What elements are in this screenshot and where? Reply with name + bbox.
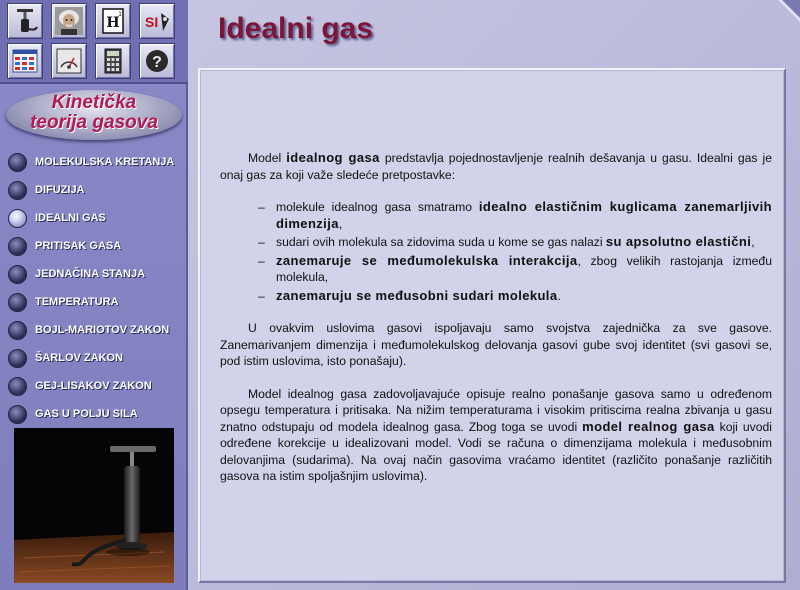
text-span: sudari ovih molekula sa zidovima suda u kome se gas nalazi (276, 235, 606, 249)
identity-paragraph: U ovakvim uslovima gasovi ispoljavaju samo svojstva zajednička za sve gasove. Zanemarivanjem dimenzija i međumolekulskog delovanja gasovi gube svoj identitet (svi gasovi se, pod istim uslovima, isto ponašaju). (220, 321, 772, 368)
emphasis: su apsolutno elastični (605, 234, 752, 249)
bullet-icon (8, 405, 27, 424)
text-span: koji uvodi određene korekcije u idealizovani model. Vodi se računa o dimenzijama molekula i međusobnim delovanjima (sudarima). Na ovaj način gasovima vraćamo identitet (različito ponašanje različitih gasova na istim spoljašnjim uslovima). (220, 419, 772, 483)
table-icon[interactable] (7, 43, 43, 79)
nav-label: JEDNAČINA STANJA (35, 268, 146, 280)
emphasis: idealno elastičnim kuglicama zanemarljivih dimenzija (276, 199, 772, 231)
scientist-portrait-icon[interactable] (51, 3, 87, 39)
nav-label: ŠARLOV ZAKON (35, 352, 123, 364)
content-panel (198, 68, 786, 583)
nav-item-jednacina-stanja[interactable] (0, 260, 188, 288)
sidebar-title-line2: teorija gasova (30, 112, 158, 133)
list-item (258, 234, 772, 251)
bullet-icon (8, 265, 27, 284)
bicycle-pump-illustration (14, 428, 174, 583)
list-item (258, 288, 772, 305)
nav-label: BOJL-MARIOTOV ZAKON (35, 324, 170, 336)
nav-item-difuzija[interactable] (0, 176, 188, 204)
nav-item-bojl-mariotov-zakon[interactable] (0, 316, 188, 344)
help-icon[interactable] (139, 43, 175, 79)
page-title: Idealni gas (218, 12, 374, 45)
toolbar (0, 0, 188, 84)
term-real-gas: model realnog gasa (582, 418, 715, 434)
gauge-icon[interactable] (51, 43, 87, 79)
emphasis: zanemaruju se međusobni sudari molekula (276, 287, 558, 303)
nav-label: DIFUZIJA (35, 184, 85, 196)
element-h-icon[interactable] (95, 3, 131, 39)
text-span: , (338, 216, 343, 231)
nav-item-sarlov-zakon[interactable] (0, 344, 188, 372)
assumptions-list (258, 199, 772, 304)
bullet-icon (8, 349, 27, 368)
nav-item-pritisak-gasa[interactable] (0, 232, 188, 260)
bullet-icon (8, 209, 27, 228)
bullet-icon (8, 293, 27, 312)
page-curl-icon[interactable] (778, 0, 800, 22)
nav-label: GEJ-LISAKOV ZAKON (35, 380, 152, 392)
article-text (220, 150, 772, 501)
nav-item-molekulska-kretanja[interactable] (0, 148, 188, 176)
real-gas-paragraph (220, 386, 772, 485)
emphasis: zanemaruje se međumolekulska interakcija (276, 252, 578, 268)
bullet-icon (8, 321, 27, 340)
pump-icon[interactable] (7, 3, 43, 39)
text-span: , zbog velikih rastojanja između molekula, (276, 253, 772, 284)
text-span: Model idealnog gasa zadovoljavajuće opisuje realno ponašanje gasova samo u određenom opsegu temperatura i pritisaka. Na nižim temperaturama i visokim pritiscima realna zbivanja u gasu znatno odstupaju od modela idealnog gasa. Zbog toga se uvodi (220, 386, 772, 434)
calculator-icon[interactable] (95, 43, 131, 79)
nav-item-gej-lisakov-zakon[interactable] (0, 372, 188, 400)
svg-text:?: ? (152, 54, 162, 71)
sidebar-title (6, 90, 182, 140)
text-span: , (751, 235, 755, 249)
main-content (188, 0, 800, 590)
svg-text:H: H (106, 15, 120, 31)
bullet-icon (8, 153, 27, 172)
bullet-icon (8, 377, 27, 396)
nav-item-idealni-gas[interactable] (0, 204, 188, 232)
text-span: predstavlja pojednostavljenje realnih dešavanja u gasu. Idealni gas je onaj gas za koji važe sledeće pretpostavke: (220, 151, 773, 182)
nav-label: IDEALNI GAS (35, 212, 106, 224)
svg-text:SI: SI (145, 14, 159, 30)
svg-text:1: 1 (118, 11, 122, 18)
bullet-icon (8, 181, 27, 200)
nav-label: PRITISAK GASA (35, 240, 122, 252)
nav-label: GAS U POLJU SILA (35, 408, 138, 420)
nav-item-temperatura[interactable] (0, 288, 188, 316)
si-units-icon[interactable] (139, 3, 175, 39)
nav-label: TEMPERATURA (35, 296, 119, 308)
intro-paragraph (220, 150, 772, 183)
topic-nav (0, 148, 188, 428)
text-span: . (557, 288, 561, 303)
nav-item-gas-u-polju-sila[interactable] (0, 400, 188, 428)
nav-label: MOLEKULSKA KRETANJA (35, 156, 175, 168)
sidebar (0, 0, 188, 590)
bullet-icon (8, 237, 27, 256)
text-span: Model (248, 151, 287, 165)
list-item (258, 253, 772, 286)
text-span: molekule idealnog gasa smatramo (276, 200, 479, 214)
list-item (258, 199, 772, 232)
sidebar-title-line1: Kinetička (51, 92, 137, 113)
term-ideal-gas: idealnog gasa (286, 150, 380, 165)
